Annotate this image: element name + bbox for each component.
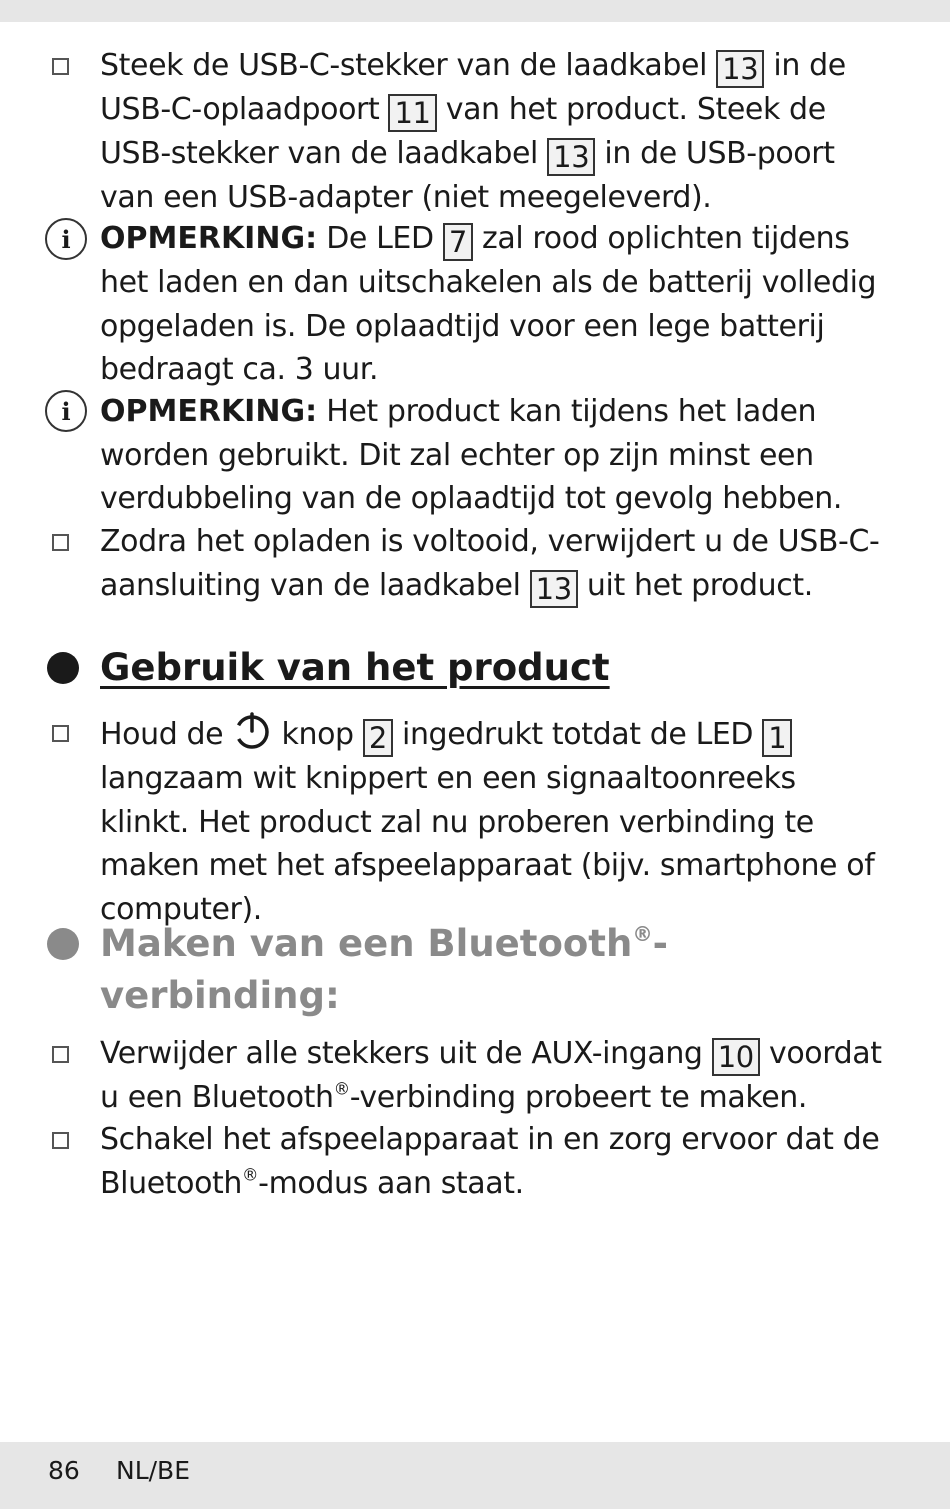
- section-heading-product-use: Gebruik van het product: [100, 646, 610, 689]
- part-number: 11: [388, 94, 436, 132]
- part-number: 10: [712, 1038, 760, 1076]
- part-number: 13: [530, 570, 578, 608]
- section-dot: [47, 652, 79, 684]
- bullet-box: [52, 1132, 69, 1149]
- bullet-box: [52, 725, 69, 742]
- part-number: 13: [716, 50, 764, 88]
- info-icon: i: [45, 390, 87, 432]
- bullet-box: [52, 534, 69, 551]
- note-label: OPMERKING:: [100, 394, 318, 429]
- note-use-while-charging: OPMERKING: Het product kan tijdens het laden worden gebruikt. Dit zal echter op zijn minst een verdubbeling van de oplaadtijd tot gevolg hebben.: [100, 394, 843, 516]
- paragraph-remove-aux: Verwijder alle stekkers uit de AUX-ingang 10 voordat u een Bluetooth®-verbinding probeert te maken.: [100, 1036, 882, 1115]
- locale-code: NL/BE: [116, 1456, 190, 1485]
- power-icon: [232, 711, 272, 751]
- paragraph-power-on: Houd de knop 2 ingedrukt totdat de LED 1 langzaam wit knippert en een signaaltoonreeks klinkt. Het product zal nu proberen verbinding te maken met het afspeelapparaat (bijv. smartphone of computer).: [100, 711, 890, 931]
- paragraph-charging-connect: Steek de USB-C-stekker van de laadkabel 13 in de USB-C-oplaadpoort 11 van het product. Steek de USB-stekker van de laadkabel 13 in de USB-poort van een USB-adapter (niet meegeleverd).: [100, 48, 846, 215]
- part-number: 7: [443, 223, 473, 261]
- bullet-box: [52, 58, 69, 75]
- section-heading-bluetooth: Maken van een Bluetooth®-verbinding:: [100, 921, 669, 1017]
- page-footer: [0, 1442, 950, 1509]
- page-number: 86: [48, 1456, 80, 1485]
- note-label: OPMERKING:: [100, 221, 318, 256]
- part-number: 1: [762, 719, 792, 757]
- bullet-box: [52, 1046, 69, 1063]
- part-number: 2: [363, 719, 393, 757]
- info-icon: i: [45, 218, 87, 260]
- top-band: [0, 0, 950, 22]
- section-dot: [47, 928, 79, 960]
- paragraph-enable-bluetooth: Schakel het afspeelapparaat in en zorg ervoor dat de Bluetooth®-modus aan staat.: [100, 1122, 880, 1201]
- note-led-charging: OPMERKING: De LED 7 zal rood oplichten tijdens het laden en dan uitschakelen als de batterij volledig opgeladen is. De oplaadtijd voor een lege batterij bedraagt ca. 3 uur.: [100, 221, 877, 387]
- part-number: 13: [547, 138, 595, 176]
- paragraph-charging-done: Zodra het opladen is voltooid, verwijdert u de USB-C-aansluiting van de laadkabel 13 uit het product.: [100, 524, 880, 606]
